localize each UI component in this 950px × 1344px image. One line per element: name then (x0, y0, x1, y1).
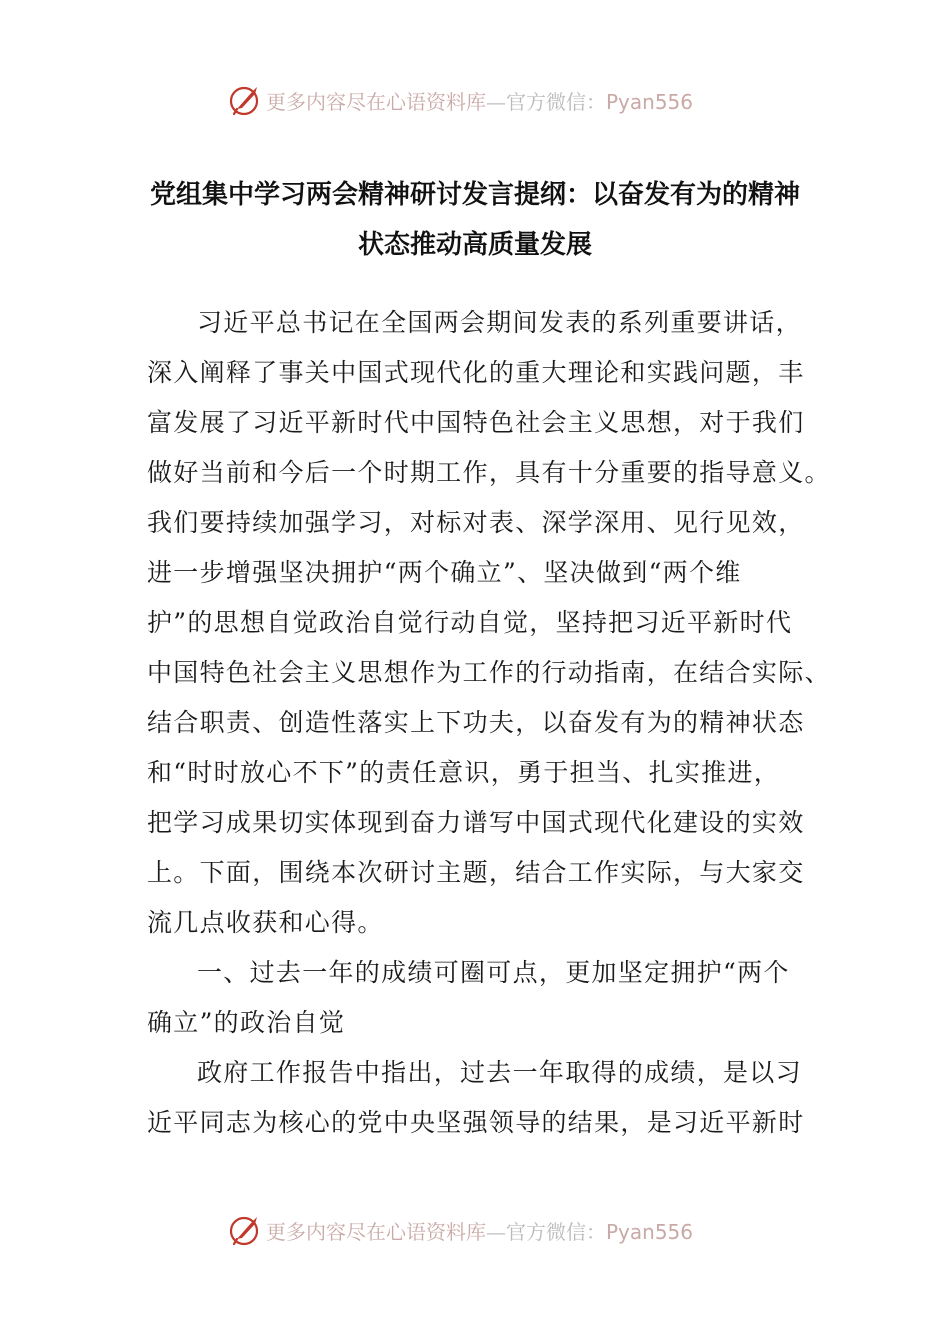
body-line: 把学习成果切实体现到奋力谱写中国式现代化建设的实效 (147, 808, 805, 837)
body-line: 结合职责、创造性落实上下功夫，以奋发有为的精神状态 (147, 708, 805, 737)
header-watermark-banner (0, 80, 950, 120)
body-line: 流几点收获和心得。 (147, 908, 384, 937)
document-title (150, 170, 800, 270)
body-line: 我们要持续加强学习，对标对表、深学深用、见行见效， (147, 508, 805, 537)
body-line: 富发展了习近平新时代中国特色社会主义思想，对于我们 (147, 408, 805, 437)
body-line: 深入阐释了事关中国式现代化的重大理论和实践问题，丰 (147, 358, 805, 387)
body-line: 政府工作报告中指出，过去一年取得的成绩，是以习 (197, 1058, 802, 1087)
banner-wechat-label: 官方微信： (506, 89, 606, 114)
title-line-2: 状态推动高质量发展 (357, 230, 592, 260)
body-line: 护”的思想自觉政治自觉行动自觉，坚持把习近平新时代 (147, 608, 793, 637)
banner-wechat-id: Pyan556 (606, 1219, 694, 1244)
banner-text (266, 1216, 693, 1245)
section-heading-line: 一、过去一年的成绩可圈可点，更加坚定拥护“两个 (197, 958, 790, 987)
body-line: 进一步增强坚决拥护“两个确立”、坚决做到“两个维 (147, 558, 742, 587)
banner-site-name: 更多内容尽在心语资料库 (266, 89, 486, 114)
footer-watermark-banner (0, 1210, 950, 1250)
body-line: 习近平总书记在全国两会期间发表的系列重要讲话， (197, 308, 802, 337)
banner-dash: — (486, 1219, 506, 1244)
banner-wechat-label: 官方微信： (506, 1219, 606, 1244)
banner-dash: — (486, 89, 506, 114)
body-line: 做好当前和今后一个时期工作，具有十分重要的指导意义。 (147, 458, 831, 487)
banner-wechat-id: Pyan556 (606, 89, 694, 114)
body-line: 中国特色社会主义思想作为工作的行动指南，在结合实际、 (147, 658, 831, 687)
quill-logo-icon (228, 82, 264, 118)
quill-logo-icon (228, 1212, 264, 1248)
body-line: 近平同志为核心的党中央坚强领导的结果，是习近平新时 (147, 1108, 805, 1137)
document-body (147, 298, 831, 1148)
banner-site-name: 更多内容尽在心语资料库 (266, 1219, 486, 1244)
title-line-1: 党组集中学习两会精神研讨发言提纲：以奋发有为的精神 (150, 180, 801, 210)
body-line: 和“时时放心不下”的责任意识，勇于担当、扎实推进， (147, 758, 781, 787)
banner-text (266, 86, 693, 115)
section-heading-line: 确立”的政治自觉 (147, 1008, 346, 1037)
body-line: 上。下面，围绕本次研讨主题，结合工作实际，与大家交 (147, 858, 805, 887)
